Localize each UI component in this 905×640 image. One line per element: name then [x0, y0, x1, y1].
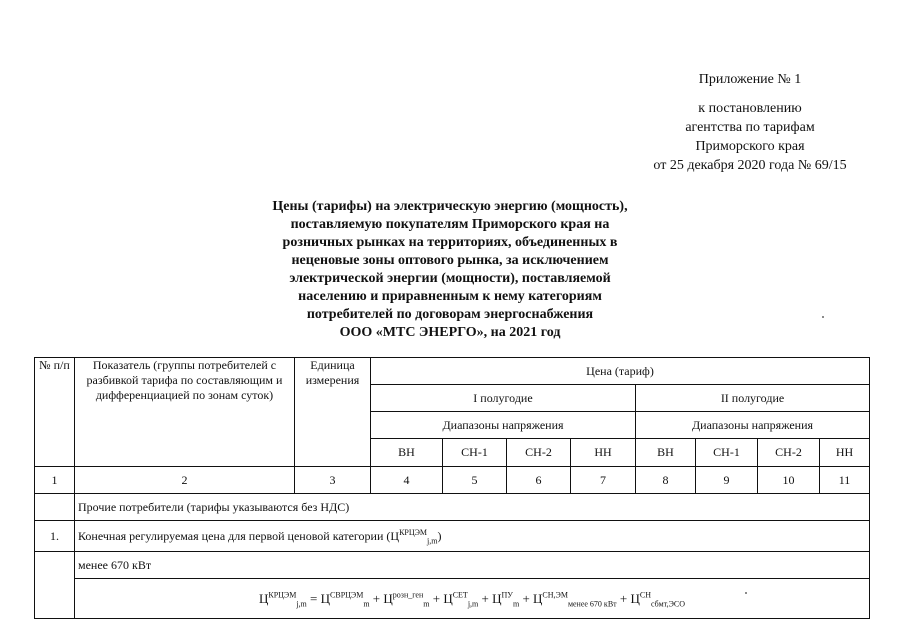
header-price: Цена (тариф) — [371, 358, 870, 385]
price-formula — [75, 579, 870, 619]
formula-sub: m — [512, 599, 520, 609]
voltage-sn2: СН-2 — [758, 439, 820, 467]
formula-sub: менее 670 кВт — [567, 599, 617, 609]
title-line: Цены (тарифы) на электрическую энергию (мощность), — [272, 199, 628, 214]
row-number: 1. — [35, 521, 75, 552]
document-title — [150, 198, 750, 342]
formula-plus: + — [369, 590, 384, 606]
formula-symbol: Ц — [383, 590, 393, 606]
formula-eq: = — [306, 590, 321, 606]
scan-speck — [822, 316, 824, 318]
column-number: 4 — [371, 467, 443, 494]
appendix-line: к постановлению — [698, 101, 802, 116]
header-ranges2: Диапазоны напряжения — [636, 412, 870, 439]
formula-sub: m — [423, 599, 430, 609]
formula-sub: j,m — [467, 599, 479, 609]
voltage-vn: ВН — [636, 439, 696, 467]
column-number: 3 — [295, 467, 371, 494]
empty-cell — [35, 494, 75, 521]
column-number: 10 — [758, 467, 820, 494]
formula-symbol: Ц — [320, 590, 331, 606]
formula-plus: + — [478, 590, 493, 606]
row-sup: КРЦЭМ — [399, 527, 428, 537]
formula-sup: ПУ — [501, 590, 513, 600]
title-line: неценовые зоны оптового рынка, за исключением — [291, 253, 609, 268]
column-number: 5 — [443, 467, 507, 494]
scan-speck — [745, 592, 747, 594]
voltage-nn: НН — [571, 439, 636, 467]
formula-symbol: Ц — [258, 590, 269, 606]
formula-symbol: Ц — [443, 590, 453, 606]
column-number: 9 — [696, 467, 758, 494]
header-unit: Единица измерения — [295, 358, 371, 467]
title-line: ООО «МТС ЭНЕРГО», на 2021 год — [339, 325, 561, 340]
column-number: 8 — [636, 467, 696, 494]
appendix-title: Приложение № 1 — [698, 72, 802, 87]
formula-plus: + — [429, 590, 444, 606]
formula-symbol: Ц — [630, 590, 640, 606]
column-number: 7 — [571, 467, 636, 494]
formula-sup: СН,ЭМ — [542, 590, 568, 600]
header-half1: I полугодие — [371, 385, 636, 412]
formula-sup: КРЦЭМ — [268, 590, 297, 600]
row-sub: j,m — [427, 535, 438, 545]
formula-sup: СН — [639, 590, 652, 600]
column-number: 11 — [820, 467, 870, 494]
formula-symbol: Ц — [492, 590, 502, 606]
row-text: Конечная регулируемая цена для первой ценовой категории (Ц — [78, 528, 400, 543]
header-ranges1: Диапазоны напряжения — [371, 412, 636, 439]
formula-symbol: Ц — [533, 590, 543, 606]
column-number: 2 — [75, 467, 295, 494]
title-line: населению и приравненным к нему категориям — [298, 289, 602, 304]
sub-label: менее 670 кВт — [75, 552, 870, 579]
formula-sup: розн_ген — [392, 590, 424, 600]
empty-cell — [35, 552, 75, 619]
voltage-nn: НН — [820, 439, 870, 467]
voltage-vn: ВН — [371, 439, 443, 467]
appendix-line: Приморского края — [695, 139, 805, 154]
title-line: поставляемую покупателям Приморского края на — [290, 217, 610, 232]
column-number: 1 — [35, 467, 75, 494]
title-line: розничных рынках на территориях, объединенных в — [282, 235, 618, 250]
formula-sup: СВРЦЭМ — [330, 590, 364, 600]
appendix-block — [600, 70, 900, 175]
appendix-line: агентства по тарифам — [685, 120, 815, 135]
voltage-sn1: СН-1 — [443, 439, 507, 467]
formula-plus: + — [616, 590, 631, 606]
row-description — [75, 521, 870, 552]
row-close: ) — [437, 528, 442, 543]
header-indicator: Показатель (группы потребителей с разбивкой тарифа по составляющим и дифференциацией по зонам суток) — [75, 358, 295, 467]
tariff-table — [34, 357, 870, 619]
column-number: 6 — [507, 467, 571, 494]
title-line: электрической энергии (мощности), поставляемой — [289, 271, 611, 286]
appendix-line: от 25 декабря 2020 года № 69/15 — [653, 158, 847, 173]
voltage-sn1: СН-1 — [696, 439, 758, 467]
formula-sub: j,m — [296, 599, 307, 609]
formula-sub: m — [363, 599, 370, 609]
section-label: Прочие потребители (тарифы указываются без НДС) — [75, 494, 870, 521]
formula-sup: СЕТ — [452, 590, 468, 600]
header-half2: II полугодие — [636, 385, 870, 412]
header-num: № п/п — [35, 358, 75, 467]
voltage-sn2: СН-2 — [507, 439, 571, 467]
title-line: потребителей по договорам энергоснабжения — [306, 307, 594, 322]
formula-sub: сбмт,ЭСО — [651, 599, 686, 609]
formula-plus: + — [519, 590, 534, 606]
